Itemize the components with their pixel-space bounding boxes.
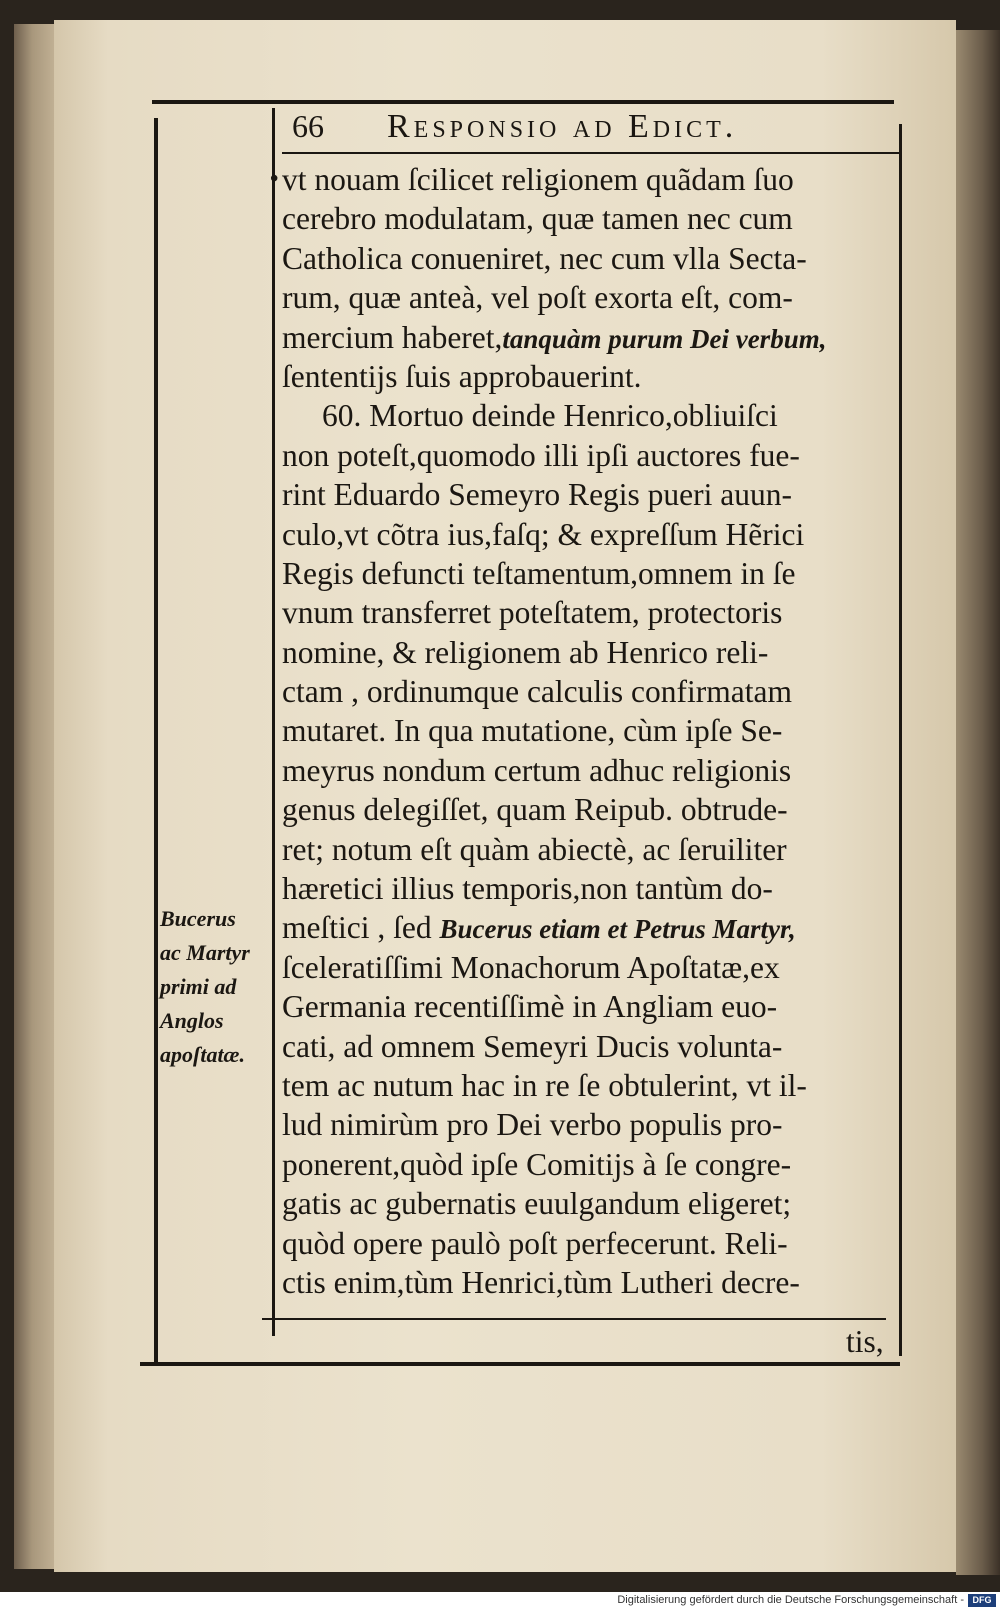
text-line-roman: meſtici , ſed xyxy=(282,910,440,946)
text-line xyxy=(282,554,900,593)
top-rule xyxy=(152,100,894,104)
text-line-roman: culo,vt cõtra ius,faſq; & expreſſum Hẽrici xyxy=(282,516,805,552)
text-line-roman: hæretici illius temporis,non tantùm do- xyxy=(282,871,773,907)
text-line xyxy=(282,593,900,632)
marginal-note-line: ac Martyr xyxy=(160,940,250,965)
running-head xyxy=(292,108,852,152)
text-line xyxy=(282,830,900,869)
text-line xyxy=(282,1105,900,1144)
text-line-roman: meyrus nondum certum adhuc religionis xyxy=(282,752,792,788)
text-line xyxy=(282,1224,900,1263)
text-line-roman: cati, ad omnem Semeyri Ducis volunta- xyxy=(282,1028,783,1064)
text-line-roman: Catholica conueniret, nec cum vlla Secta- xyxy=(282,240,807,276)
text-line xyxy=(282,278,900,317)
text-line xyxy=(282,908,900,947)
text-line-roman: Regis defuncti teſtamentum,omnem in ſe xyxy=(282,555,796,591)
text-line xyxy=(282,318,900,357)
header-underline xyxy=(282,152,900,154)
text-line-roman: ctis enim,tùm Henrici,tùm Lutheri decre- xyxy=(282,1264,800,1300)
text-line-roman: nomine, & religionem ab Henrico reli- xyxy=(282,634,769,670)
paragraph-mark-icon: • xyxy=(270,166,279,192)
body-text xyxy=(282,160,900,1302)
text-line xyxy=(282,1027,900,1066)
text-line xyxy=(282,711,900,750)
text-line-roman: rum, quæ anteà, vel poſt exorta eſt, com- xyxy=(282,280,793,316)
bottom-rule xyxy=(140,1362,900,1366)
text-line-roman: lud nimirùm pro Dei verbo populis pro- xyxy=(282,1107,783,1143)
marginal-note xyxy=(160,902,270,1072)
text-line-roman: ponerent,quòd ipſe Comitijs à ſe congre- xyxy=(282,1146,792,1182)
text-line-italic: Bucerus etiam et Petrus Martyr, xyxy=(439,914,796,945)
text-line-roman: genus delegiſſet, quam Reipub. obtrude- xyxy=(282,792,788,828)
text-line-roman: 60. Mortuo deinde Henrico,obliuiſci xyxy=(322,398,778,434)
footer-credit: Digitalisierung gefördert durch die Deutsche Forschungsgemeinschaft - xyxy=(617,1594,964,1606)
text-line-roman: ctam , ordinumque calculis confirmatam xyxy=(282,674,792,710)
text-line-roman: ſententijs ſuis approbauerint. xyxy=(282,358,642,394)
text-line xyxy=(282,1263,900,1302)
text-line xyxy=(282,633,900,672)
text-line-roman: mercium haberet, xyxy=(282,319,503,355)
text-line xyxy=(282,1184,900,1223)
text-line-roman: Germania recentiſſimè in Angliam euo- xyxy=(282,989,778,1025)
text-line-roman: vt nouam ſcilicet religionem quãdam ſuo xyxy=(282,162,794,197)
page-number: 66 xyxy=(292,108,324,144)
text-line-roman: quòd opere paulò poſt perfecerunt. Reli- xyxy=(282,1225,788,1261)
text-line-roman: tem ac nutum hac in re ſe obtulerint, vt il- xyxy=(282,1067,807,1103)
dfg-logo: DFG xyxy=(968,1594,996,1607)
text-line xyxy=(282,199,900,238)
text-line xyxy=(282,672,900,711)
text-line-roman: vnum transferret poteſtatem, protectoris xyxy=(282,595,783,631)
text-line xyxy=(282,987,900,1026)
text-line-roman: mutaret. In qua mutatione, cùm ipſe Se- xyxy=(282,713,783,749)
text-line-roman: non poteſt,quomodo illi ipſi auctores fue- xyxy=(282,437,800,473)
footer-rule xyxy=(262,1318,886,1320)
text-line xyxy=(282,515,900,554)
text-line-roman: gatis ac gubernatis euulgandum eligeret; xyxy=(282,1186,792,1222)
text-line xyxy=(282,790,900,829)
text-line-roman: ſceleratiſſimi Monachorum Apoſtatæ,ex xyxy=(282,949,780,985)
text-line xyxy=(282,239,900,278)
running-head-title: Responsio ad Edict. xyxy=(387,108,738,145)
marginal-note-line: Anglos xyxy=(160,1008,224,1033)
text-line-italic: tanquàm purum Dei verbum, xyxy=(502,323,827,354)
text-line-roman: rint Eduardo Semeyro Regis pueri auun- xyxy=(282,477,792,513)
text-line xyxy=(282,1066,900,1105)
text-line xyxy=(282,357,900,396)
text-line xyxy=(282,948,900,987)
text-line xyxy=(282,396,900,435)
left-frame-rule xyxy=(154,118,158,1366)
digitization-footer xyxy=(0,1592,1000,1609)
text-column-rule xyxy=(272,108,275,1336)
catchword: tis, xyxy=(846,1324,884,1359)
text-line xyxy=(282,1145,900,1184)
text-line xyxy=(282,869,900,908)
marginal-note-line: apoſtatæ. xyxy=(160,1042,245,1067)
text-line xyxy=(282,751,900,790)
marginal-note-line: Bucerus xyxy=(160,906,236,931)
book-page-edges-right xyxy=(956,30,1000,1575)
marginal-note-line: primi ad xyxy=(160,974,237,999)
text-line-roman: ret; notum eſt quàm abiectè, ac ſeruiliter xyxy=(282,831,787,867)
text-line xyxy=(282,436,900,475)
text-line-roman: cerebro modulatam, quæ tamen nec cum xyxy=(282,201,793,237)
text-line xyxy=(282,475,900,514)
text-line xyxy=(282,160,900,199)
